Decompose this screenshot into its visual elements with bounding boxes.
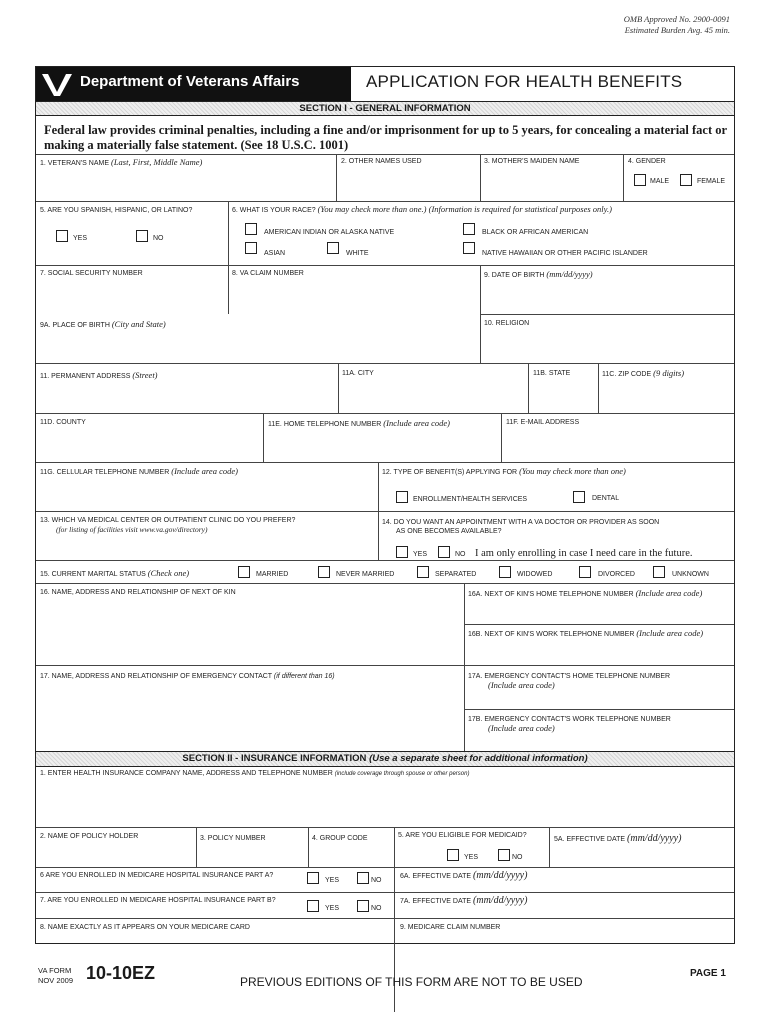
ec-home-phone-hint: (Include area code) — [488, 680, 555, 690]
date-of-birth-label: 9. DATE OF BIRTH (mm/dd/yyyy) — [484, 269, 593, 279]
part-a-no-label: NO — [371, 877, 382, 884]
widowed-label: WIDOWED — [517, 571, 553, 578]
medicaid-effective-date-label: 5A. EFFECTIVE DATE (mm/dd/yyyy) — [554, 833, 682, 844]
married-checkbox[interactable] — [238, 566, 250, 578]
married-label: MARRIED — [256, 571, 289, 578]
race-white-checkbox[interactable] — [327, 242, 339, 254]
benefit-type-label: 12. TYPE OF BENEFIT(S) APPLYING FOR (You may check more than one) — [382, 466, 626, 476]
race-black-label: BLACK OR AFRICAN AMERICAN — [482, 229, 589, 236]
form-number: 10-10EZ — [86, 963, 156, 983]
medicare-part-a-label: 6 ARE YOU ENROLLED IN MEDICARE HOSPITAL INSURANCE PART A? — [40, 872, 274, 879]
medicaid-no-label: NO — [512, 854, 523, 861]
medicaid-yes-checkbox[interactable] — [447, 849, 459, 861]
hispanic-label: 5. ARE YOU SPANISH, HISPANIC, OR LATINO? — [40, 207, 193, 214]
enrollment-note: I am only enrolling in case I need care in the future. — [475, 548, 693, 559]
va-facility-label: 13. WHICH VA MEDICAL CENTER OR OUTPATIENT CLINIC DO YOU PREFER? — [40, 517, 296, 524]
medicare-part-b-label: 7. ARE YOU ENROLLED IN MEDICARE HOSPITAL INSURANCE PART B? — [40, 897, 276, 904]
race-asian-checkbox[interactable] — [245, 242, 257, 254]
penalty-warning: Federal law provides criminal penalties, including a fine and/or imprisonment for up to 5 years, for concealing a material fact or making a materially false statement. (See 18 U.S.C. 1001) — [44, 123, 727, 152]
divorced-label: DIVORCED — [598, 571, 635, 578]
policy-number-label: 3. POLICY NUMBER — [200, 835, 266, 842]
race-asian-label: ASIAN — [264, 250, 286, 257]
email-label: 11F. E-MAIL ADDRESS — [506, 419, 580, 426]
omb-approval — [624, 14, 730, 36]
ec-home-phone-label: 17A. EMERGENCY CONTACT'S HOME TELEPHONE NUMBER — [468, 673, 671, 680]
ec-work-phone-hint: (Include area code) — [488, 723, 555, 733]
page-number: PAGE 1 — [690, 968, 726, 979]
form-title: APPLICATION FOR HEALTH BENEFITS — [366, 72, 683, 91]
next-of-kin-label: 16. NAME, ADDRESS AND RELATIONSHIP OF NEXT OF KIN — [40, 589, 236, 596]
divorced-checkbox[interactable] — [579, 566, 591, 578]
religion-label: 10. RELIGION — [484, 320, 530, 327]
application-form — [35, 66, 735, 944]
appointment-label: 14. DO YOU WANT AN APPOINTMENT WITH A VA DOCTOR OR PROVIDER AS SOON — [382, 519, 660, 526]
previous-editions-notice: PREVIOUS EDITIONS OF THIS FORM ARE NOT TO BE USED — [240, 975, 583, 989]
medicare-card-name-label: 8. NAME EXACTLY AS IT APPEARS ON YOUR MEDICARE CARD — [40, 924, 250, 931]
race-label: 6. WHAT IS YOUR RACE? (You may check more than one.) (Information is required for statistical purposes only.) — [232, 204, 612, 214]
section-1-header — [36, 101, 734, 116]
race-nhpi-checkbox[interactable] — [463, 242, 475, 254]
va-logo-icon — [40, 70, 74, 98]
va-form-label: VA FORM — [38, 966, 72, 975]
race-aian-checkbox[interactable] — [245, 223, 257, 235]
race-nhpi-label: NATIVE HAWAIIAN OR OTHER PACIFIC ISLANDER — [482, 250, 648, 257]
section-2-header — [36, 751, 734, 767]
medicaid-yes-label: YES — [464, 854, 479, 861]
separated-label: SEPARATED — [435, 571, 477, 578]
unknown-checkbox[interactable] — [653, 566, 665, 578]
part-b-no-label: NO — [371, 905, 382, 912]
race-black-checkbox[interactable] — [463, 223, 475, 235]
gender-female-label: FEMALE — [697, 178, 726, 185]
gender-male-checkbox[interactable] — [634, 174, 646, 186]
appointment-yes-checkbox[interactable] — [396, 546, 408, 558]
part-a-no-checkbox[interactable] — [357, 872, 369, 884]
widowed-checkbox[interactable] — [499, 566, 511, 578]
gender-female-checkbox[interactable] — [680, 174, 692, 186]
zip-code-label: 11C. ZIP CODE (9 digits) — [602, 368, 685, 378]
never-married-checkbox[interactable] — [318, 566, 330, 578]
appointment-no-checkbox[interactable] — [438, 546, 450, 558]
part-a-yes-label: YES — [325, 877, 340, 884]
hispanic-no-label: NO — [153, 235, 164, 242]
ssn-label: 7. SOCIAL SECURITY NUMBER — [40, 270, 143, 277]
appointment-no-label: NO — [455, 551, 466, 558]
omb-number: OMB Approved No. 2900-0091 — [623, 14, 730, 24]
home-phone-label: 11E. HOME TELEPHONE NUMBER (Include area code) — [268, 418, 450, 428]
gender-male-label: MALE — [650, 178, 670, 185]
va-facility-hint: (for listing of facilities visit www.va.gov/directory) — [56, 525, 208, 534]
enrollment-checkbox[interactable] — [396, 491, 408, 503]
appointment-yes-label: YES — [413, 551, 428, 558]
nok-work-phone-label: 16B. NEXT OF KIN'S WORK TELEPHONE NUMBER (Include area code) — [468, 628, 704, 638]
form-footer-info — [38, 966, 73, 986]
part-b-yes-label: YES — [325, 905, 340, 912]
part-b-effective-date-label: 7A. EFFECTIVE DATE (mm/dd/yyyy) — [400, 895, 528, 906]
nok-home-phone-label: 16A. NEXT OF KIN'S HOME TELEPHONE NUMBER (Include area code) — [468, 588, 703, 598]
mothers-maiden-name-label: 3. MOTHER'S MAIDEN NAME — [484, 158, 580, 165]
group-code-label: 4. GROUP CODE — [312, 835, 368, 842]
part-a-yes-checkbox[interactable] — [307, 872, 319, 884]
dental-label: DENTAL — [592, 495, 620, 502]
policy-holder-label: 2. NAME OF POLICY HOLDER — [40, 833, 139, 840]
cell-phone-label: 11G. CELLULAR TELEPHONE NUMBER (Include area code) — [40, 466, 238, 476]
medicaid-label: 5. ARE YOU ELIGIBLE FOR MEDICAID? — [398, 832, 527, 839]
va-header-bar — [36, 67, 351, 101]
part-b-yes-checkbox[interactable] — [307, 900, 319, 912]
race-aian-label: AMERICAN INDIAN OR ALASKA NATIVE — [264, 229, 395, 236]
city-label: 11A. CITY — [342, 370, 374, 377]
part-a-effective-date-label: 6A. EFFECTIVE DATE (mm/dd/yyyy) — [400, 870, 528, 881]
dental-checkbox[interactable] — [573, 491, 585, 503]
permanent-address-label: 11. PERMANENT ADDRESS (Street) — [40, 370, 158, 380]
county-label: 11D. COUNTY — [40, 419, 86, 426]
insurance-company-label: 1. ENTER HEALTH INSURANCE COMPANY NAME, ADDRESS AND TELEPHONE NUMBER (include coverage through spouse or other person) — [40, 770, 470, 777]
form-date: NOV 2009 — [38, 976, 74, 985]
place-of-birth-label: 9A. PLACE OF BIRTH (City and State) — [40, 319, 166, 329]
section-2-title: SECTION II - INSURANCE INFORMATION — [182, 753, 367, 764]
medicaid-no-checkbox[interactable] — [498, 849, 510, 861]
section-1-title: SECTION I - GENERAL INFORMATION — [299, 103, 471, 114]
veteran-name-label: 1. VETERAN'S NAME (Last, First, Middle Name) — [40, 157, 203, 167]
hispanic-yes-label: YES — [73, 235, 88, 242]
section-2-note: (Use a separate sheet for additional information) — [369, 753, 588, 764]
gender-label: 4. GENDER — [628, 158, 666, 165]
never-married-label: NEVER MARRIED — [336, 571, 395, 578]
part-b-no-checkbox[interactable] — [357, 900, 369, 912]
medicare-claim-number-label: 9. MEDICARE CLAIM NUMBER — [400, 924, 501, 931]
va-claim-number-label: 8. VA CLAIM NUMBER — [232, 270, 304, 277]
other-names-label: 2. OTHER NAMES USED — [341, 158, 422, 165]
ec-work-phone-label: 17B. EMERGENCY CONTACT'S WORK TELEPHONE NUMBER — [468, 716, 671, 723]
hispanic-no-checkbox[interactable] — [136, 230, 148, 242]
marital-status-label: 15. CURRENT MARITAL STATUS (Check one) — [40, 568, 190, 578]
race-white-label: WHITE — [346, 250, 369, 257]
hispanic-yes-checkbox[interactable] — [56, 230, 68, 242]
appointment-label-2: AS ONE BECOMES AVAILABLE? — [396, 528, 502, 535]
separated-checkbox[interactable] — [417, 566, 429, 578]
unknown-label: UNKNOWN — [672, 571, 709, 578]
enrollment-label: ENROLLMENT/HEALTH SERVICES — [413, 496, 528, 503]
state-label: 11B. STATE — [533, 370, 571, 377]
burden-estimate: Estimated Burden Avg. 45 min. — [624, 25, 730, 35]
department-name: Department of Veterans Affairs — [80, 73, 300, 90]
emergency-contact-label: 17. NAME, ADDRESS AND RELATIONSHIP OF EMERGENCY CONTACT (if different than 16) — [40, 673, 335, 680]
